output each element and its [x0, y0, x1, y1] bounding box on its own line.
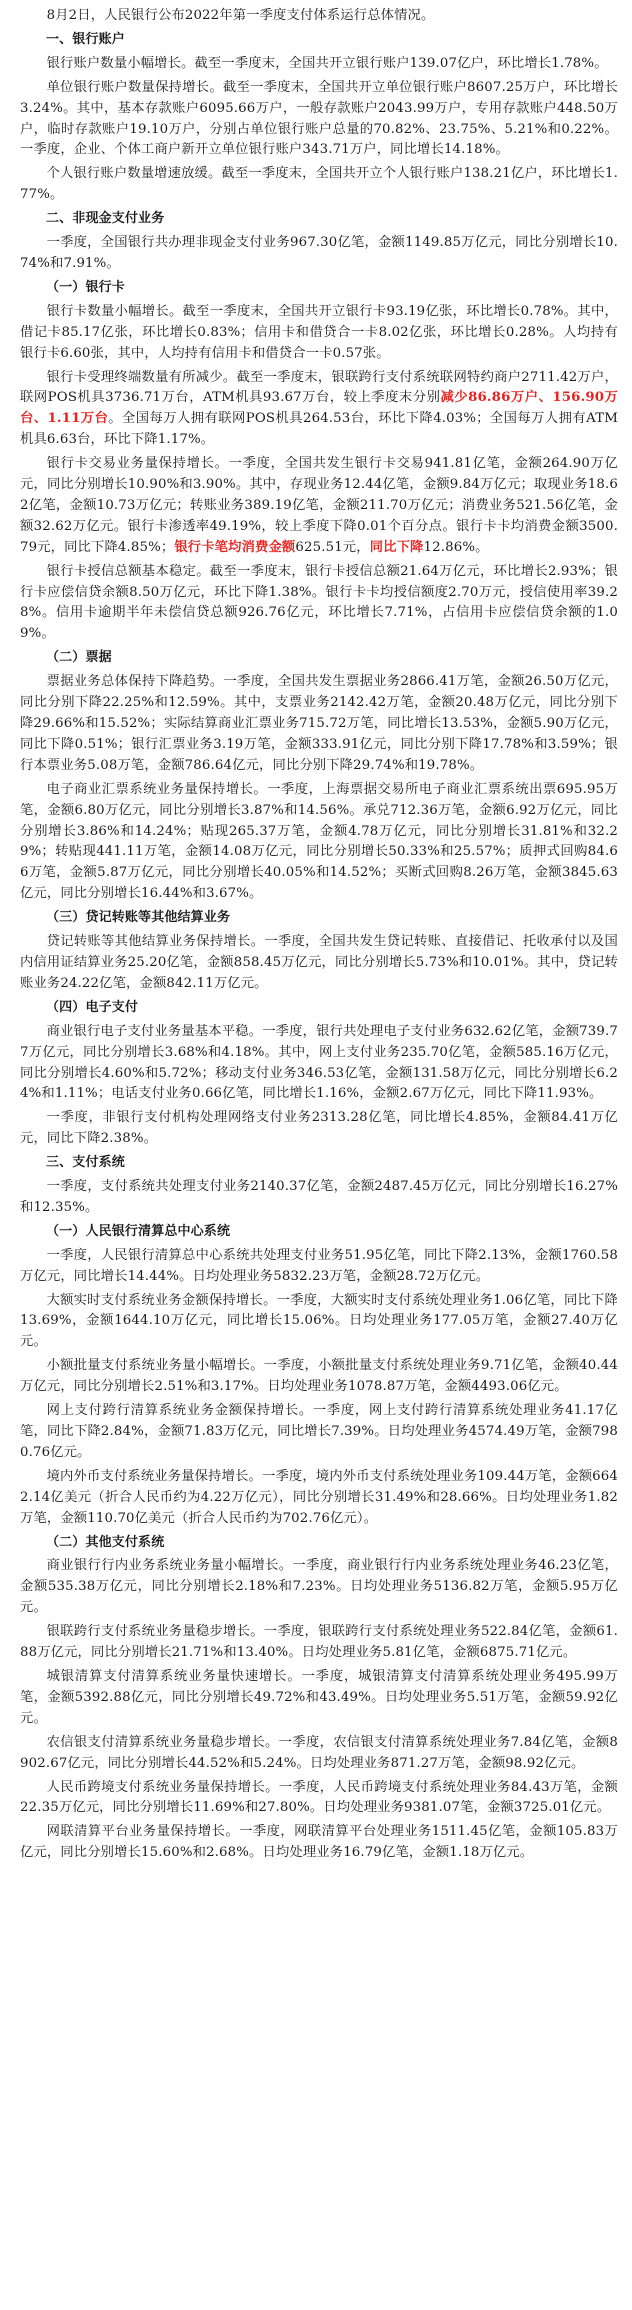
paragraph: 农信银支付清算系统业务量稳步增长。一季度，农信银支付清算系统处理业务7.84亿笔，金额8902.67亿元，同比分别增长44.52%和5.24%。日均处理业务871.27万笔，金额98.92亿元。 — [20, 1734, 618, 1771]
intro-paragraph: 8月2日，人民银行公布2022年第一季度支付体系运行总体情况。 — [46, 8, 435, 23]
subsection-heading-bills: （二）票据 — [46, 650, 112, 666]
paragraph: 一季度，人民银行清算总中心系统共处理支付业务51.95亿笔，同比下降2.13%，金额1760.58万亿元，同比增长14.44%。日均处理业务5832.23万笔，金额28.72万亿元。 — [20, 1247, 618, 1284]
highlighted-text: 同比下降 — [369, 539, 424, 555]
paragraph: 银联跨行支付系统业务量稳步增长。一季度，银联跨行支付系统处理业务522.84亿笔，金额61.88万亿元，同比分别增长21.71%和13.40%。日均处理业务5.81亿笔，金额6875.71亿元。 — [20, 1624, 618, 1661]
paragraph: 一季度，非银行支付机构处理网络支付业务2313.28亿笔，同比增长4.85%，金额84.41万亿元，同比下降2.38%。 — [20, 1110, 618, 1147]
paragraph: 境内外币支付系统业务量保持增长。一季度，境内外币支付系统处理业务109.44万笔，金额6642.14亿美元（折合人民币约为4.22万亿元），同比分别增长31.49%和28.66%。日均处理业务1.82万笔，金额110.70亿美元（折合人民币约为702.76亿元）。 — [20, 1468, 618, 1526]
text-span: 。全国每万人拥有联网POS机具264.53台，环比下降4.03%；全国每万人拥有ATM机具6.63台，环比下降1.17%。 — [20, 411, 618, 448]
paragraph: 人民币跨境支付系统业务量保持增长。一季度，人民币跨境支付系统处理业务84.43万笔，金额22.35万亿元，同比分别增长11.69%和27.80%。日均处理业务9381.07笔，金额3725.01亿元。 — [20, 1779, 618, 1816]
paragraph: 网联清算平台业务量保持增长。一季度，网联清算平台处理业务1511.45亿笔，金额105.83万亿元，同比分别增长15.60%和2.68%。日均处理业务16.79亿笔，金额1.18万亿元。 — [20, 1824, 618, 1861]
paragraph: 票据业务总体保持下降趋势。一季度，全国共发生票据业务2866.41万笔，金额26.50万亿元，同比分别下降22.25%和12.59%。其中，支票业务2142.42万笔，金额20.48万亿元，同比分别下降29.66%和15.52%；实际结算商业汇票业务715.72万笔，同比增长13.53%，金额5.90万亿元，同比下降0.51%；银行汇票业务3.19万笔，金额333.91亿元，同比分别下降17.78%和3.59%；银行本票业务5.08万笔，金额786.64亿元，同比分别下降29.74%和19.78%。 — [20, 674, 618, 773]
subsection-heading-credit-transfer: （三）贷记转账等其他结算业务 — [46, 910, 231, 926]
paragraph: 个人银行账户数量增速放缓。截至一季度末，全国共开立个人银行账户138.21亿户，环比增长1.77%。 — [20, 166, 618, 203]
text-span: 625.51元， — [295, 539, 370, 555]
paragraph: 贷记转账等其他结算业务保持增长。一季度，全国共发生贷记转账、直接借记、托收承付以及国内信用证结算业务25.20亿笔，金额858.45万亿元，同比分别增长5.73%和10.01%。其中，贷记转账业务24.22亿笔，金额842.11万亿元。 — [20, 934, 618, 991]
section-heading-noncash-payments: 二、非现金支付业务 — [46, 211, 165, 227]
paragraph — [20, 368, 618, 452]
paragraph: 一季度，全国银行共办理非现金支付业务967.30亿笔，金额1149.85万亿元，同比分别增长10.74%和7.91%。 — [20, 235, 618, 271]
paragraph: 商业银行行内业务系统业务量小幅增长。一季度，商业银行行内业务系统处理业务46.23亿笔，金额535.38万亿元，同比分别增长2.18%和7.23%。日均处理业务5136.82万笔，金额5.95万亿元。 — [20, 1558, 618, 1616]
text-span: 银行卡受理终端数量有所减少。截至一季度末，银联跨行支付系统联网特约商户2711.42万户，联网POS机具3736.71万台，ATM机具93.67万台，较上季度末分别 — [20, 369, 618, 406]
paragraph: 电子商业汇票系统业务量保持增长。一季度，上海票据交易所电子商业汇票系统出票695.95万笔，金额6.80万亿元，同比分别增长3.87%和14.56%。承兑712.36万笔，金额6.92万亿元，同比分别增长3.86%和14.24%；贴现265.37万笔，金额4.78万亿元，同比分别增长31.81%和32.29%；转贴现441.11万笔，金额14.08万亿元，同比分别增长50.33%和25.57%；质押式回购84.66万笔，金额5.87万亿元，同比分别增长40.05%和14.52%；买断式回购8.26万笔，金额3845.63亿元，同比分别增长16.44%和3.67%。 — [20, 781, 618, 902]
paragraph: 一季度，支付系统共处理支付业务2140.37亿笔，金额2487.45万亿元，同比分别增长16.27%和12.35%。 — [20, 1179, 618, 1215]
subsection-heading-bank-cards: （一）银行卡 — [46, 279, 125, 295]
paragraph: 银行卡数量小幅增长。截至一季度末，全国共开立银行卡93.19亿张，环比增长0.78%。其中，借记卡85.17亿张，环比增长0.83%；信用卡和借贷合一卡8.02亿张，环比增长0.28%。人均持有银行卡6.60张，其中，人均持有信用卡和借贷合一卡0.57张。 — [20, 303, 618, 361]
paragraph: 网上支付跨行清算系统业务金额保持增长。一季度，网上支付跨行清算系统处理业务41.17亿笔，同比下降2.84%，金额71.83万亿元，同比增长7.39%。日均处理业务4574.49万笔，金额7980.76亿元。 — [20, 1403, 618, 1460]
paragraph: 大额实时支付系统业务金额保持增长。一季度，大额实时支付系统处理业务1.06亿笔，同比下降13.69%，金额1644.10万亿元，同比增长15.06%。日均处理业务177.05万笔，金额27.40万亿元。 — [20, 1292, 618, 1350]
subsection-heading-other-systems: （二）其他支付系统 — [46, 1534, 165, 1550]
subsection-heading-electronic-payment: （四）电子支付 — [46, 999, 139, 1015]
subsection-heading-pboc-clearing: （一）人民银行清算总中心系统 — [46, 1223, 231, 1239]
paragraph: 银行账户数量小幅增长。截至一季度末，全国共开立银行账户139.07亿户，环比增长1.78%。 — [46, 55, 608, 71]
section-heading-bank-accounts: 一、银行账户 — [46, 31, 125, 47]
paragraph: 银行卡授信总额基本稳定。截至一季度末，银行卡授信总额21.64万亿元，环比增长2.93%；银行卡应偿信贷余额8.50万亿元，环比下降1.38%。银行卡卡均授信额度2.70万元，授信使用率39.28%。信用卡逾期半年未偿信贷总额926.76亿元，环比增长7.71%，占信用卡应偿信贷余额的1.09%。 — [20, 563, 618, 642]
highlighted-text: 减少86.86万户、156.90万台、1.11万台 — [20, 390, 618, 427]
paragraph: 城银清算支付清算系统业务量快速增长。一季度，城银清算支付清算系统处理业务495.99万笔，金额5392.88亿元，同比分别增长49.72%和43.49%。日均处理业务5.51万笔，金额59.92亿元。 — [20, 1668, 618, 1726]
section-heading-payment-systems: 三、支付系统 — [46, 1155, 125, 1171]
highlighted-text: 银行卡笔均消费金额 — [174, 539, 296, 555]
paragraph: 商业银行电子支付业务量基本平稳。一季度，银行共处理电子支付业务632.62亿笔，金额739.77万亿元，同比分别增长3.68%和4.18%。其中，网上支付业务235.70亿笔，金额585.16万亿元，同比分别增长4.60%和5.72%；移动支付业务346.53亿笔，金额131.58万亿元，同比分别增长6.24%和1.11%；电话支付业务0.66亿笔，同比增长1.16%，金额2.67万亿元，同比下降11.93%。 — [20, 1023, 618, 1102]
text-span: 12.86%。 — [423, 539, 489, 555]
paragraph: 单位银行账户数量保持增长。截至一季度末，全国共开立单位银行账户8607.25万户，环比增长3.24%。其中，基本存款账户6095.66万户，一般存款账户2043.99万户，专用存款账户448.50万户，临时存款账户19.10万户，分别占单位银行账户总量的70.82%、23.75%、5.21%和0.22%。一季度，企业、个体工商户新开立单位银行账户343.71万户，同比增长14.18%。 — [20, 79, 618, 158]
text-span: 银行卡交易业务量保持增长。一季度，全国共发生银行卡交易941.81亿笔，金额264.90万亿元，同比分别增长10.90%和3.90%。其中，存现业务12.44亿笔，金额9.84万亿元；取现业务18.62亿笔，金额10.73万亿元；转账业务389.19亿笔，金额211.70万亿元；消费业务521.56亿笔，金额32.62万亿元。银行卡渗透率49.19%，较上季度下降0.01个百分点。银行卡卡均消费金额3500.79元，同比下降4.85%； — [20, 456, 618, 555]
paragraph: 小额批量支付系统业务量小幅增长。一季度，小额批量支付系统处理业务9.71亿笔，金额40.44万亿元，同比分别增长2.51%和3.17%。日均处理业务1078.87万笔，金额4493.06亿元。 — [20, 1358, 618, 1395]
paragraph — [20, 454, 618, 559]
